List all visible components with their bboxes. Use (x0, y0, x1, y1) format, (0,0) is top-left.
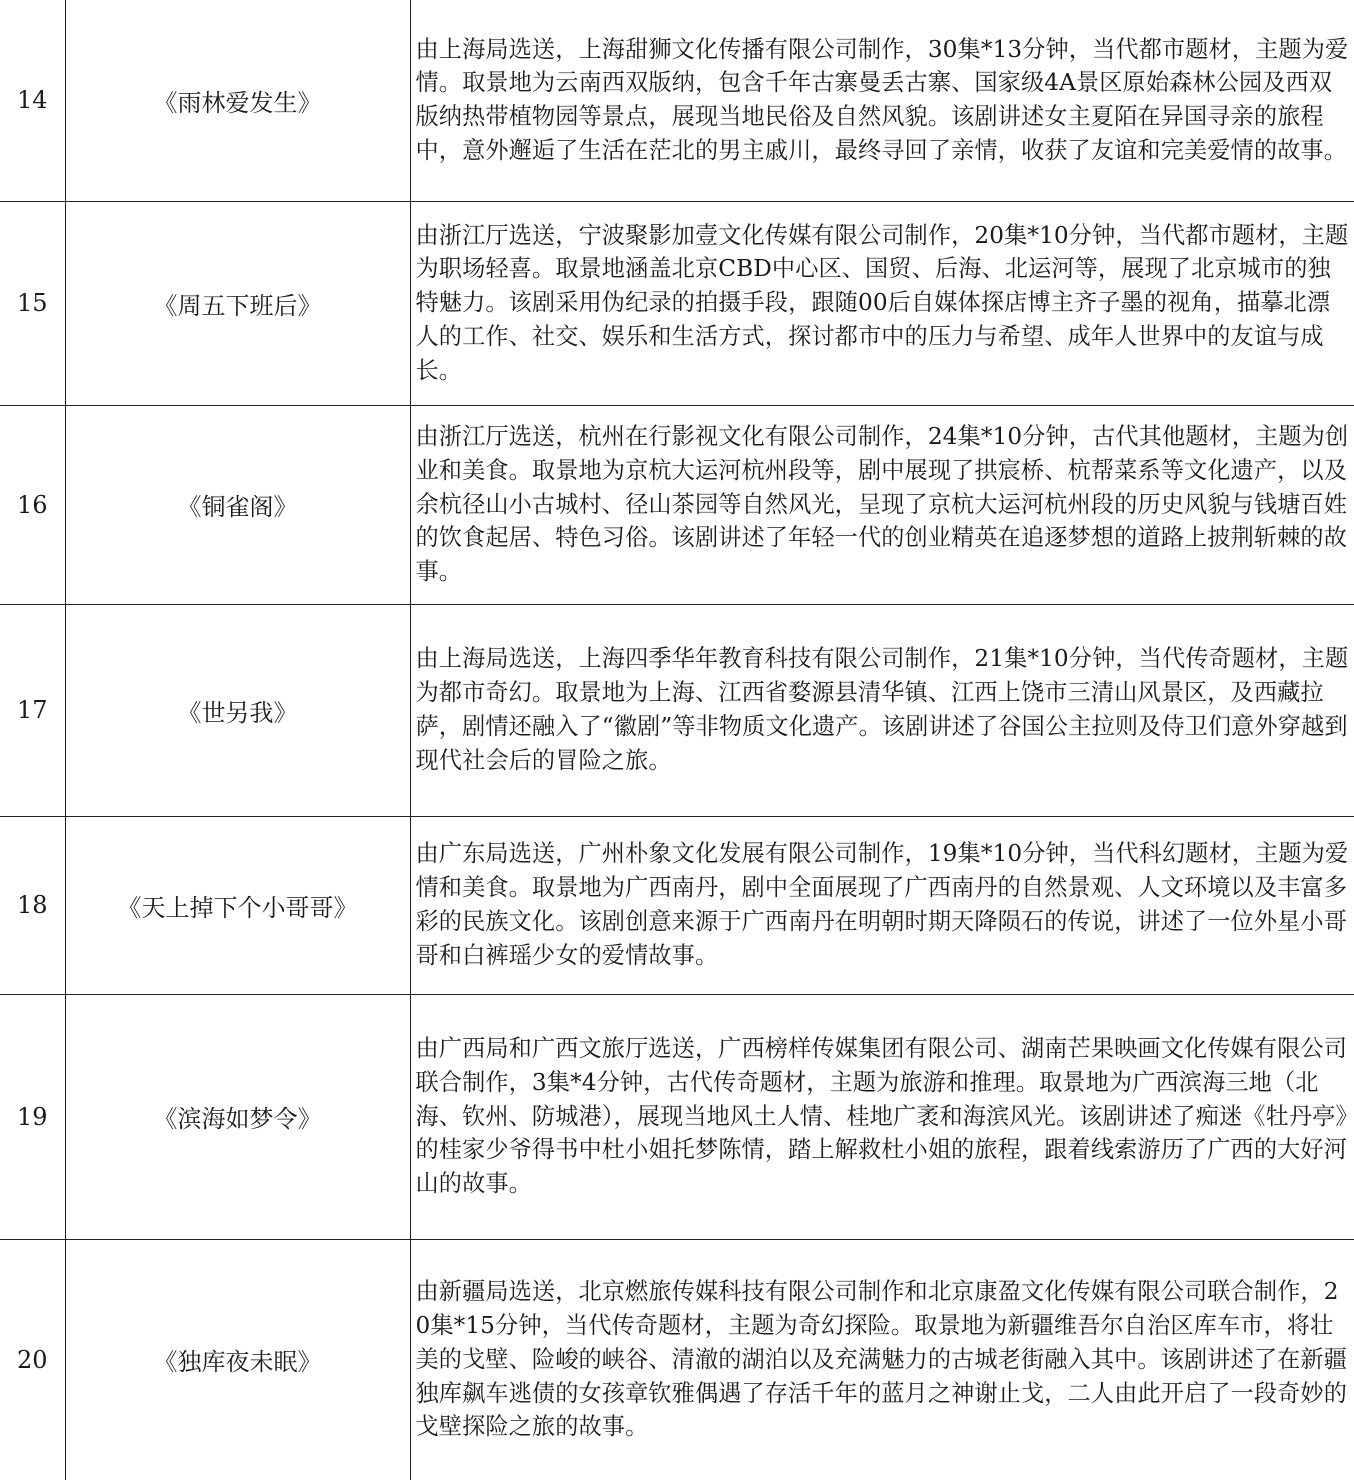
drama-title: 《天上掉下个小哥哥》 (65, 816, 410, 994)
drama-description: 由上海局选送，上海四季华年教育科技有限公司制作，21集*10分钟，当代传奇题材，主题为都市奇幻。取景地为上海、江西省婺源县清华镇、江西上饶市三清山风景区，及西藏拉萨，剧情还融入了“徽剧”等非物质文化遗产。该剧讲述了谷国公主拉则及侍卫们意外穿越到现代社会后的冒险之旅。 (410, 604, 1354, 816)
table-row (0, 1239, 1354, 1480)
table-row (0, 0, 1354, 201)
table-row (0, 816, 1354, 994)
drama-title: 《周五下班后》 (65, 201, 410, 405)
drama-description: 由新疆局选送，北京燃旅传媒科技有限公司制作和北京康盈文化传媒有限公司联合制作，20集*15分钟，当代传奇题材，主题为奇幻探险。取景地为新疆维吾尔自治区库车市，将壮美的戈壁、险峻的峡谷、清澈的湖泊以及充满魅力的古城老街融入其中。该剧讲述了在新疆独库飙车逃债的女孩章钦雅偶遇了存活千年的蓝月之神谢止戈，二人由此开启了一段奇妙的戈壁探险之旅的故事。 (410, 1239, 1354, 1480)
row-number: 16 (0, 405, 65, 604)
table-row (0, 994, 1354, 1239)
table-row (0, 201, 1354, 405)
drama-description: 由浙江厅选送，宁波聚影加壹文化传媒有限公司制作，20集*10分钟，当代都市题材，主题为职场轻喜。取景地涵盖北京CBD中心区、国贸、后海、北运河等，展现了北京城市的独特魅力。该剧采用伪纪录的拍摄手段，跟随00后自媒体探店博主齐子墨的视角，描摹北漂人的工作、社交、娱乐和生活方式，探讨都市中的压力与希望、成年人世界中的友谊与成长。 (410, 201, 1354, 405)
drama-title: 《铜雀阁》 (65, 405, 410, 604)
drama-description: 由浙江厅选送，杭州在行影视文化有限公司制作，24集*10分钟，古代其他题材，主题为创业和美食。取景地为京杭大运河杭州段等，剧中展现了拱宸桥、杭帮菜系等文化遗产，以及余杭径山小古城村、径山茶园等自然风光，呈现了京杭大运河杭州段的历史风貌与钱塘百姓的饮食起居、特色习俗。该剧讲述了年轻一代的创业精英在追逐梦想的道路上披荆斩棘的故事。 (410, 405, 1354, 604)
drama-title: 《雨林爱发生》 (65, 0, 410, 201)
drama-description: 由上海局选送，上海甜狮文化传播有限公司制作，30集*13分钟，当代都市题材，主题为爱情。取景地为云南西双版纳，包含千年古寨曼丢古寨、国家级4A景区原始森林公园及西双版纳热带植物园等景点，展现当地民俗及自然风貌。该剧讲述女主夏陌在异国寻亲的旅程中，意外邂逅了生活在茫北的男主戚川，最终寻回了亲情，收获了友谊和完美爱情的故事。 (410, 0, 1354, 201)
drama-title: 《世另我》 (65, 604, 410, 816)
row-number: 15 (0, 201, 65, 405)
drama-title: 《独库夜未眠》 (65, 1239, 410, 1480)
drama-description: 由广东局选送，广州朴象文化发展有限公司制作，19集*10分钟，当代科幻题材，主题为爱情和美食。取景地为广西南丹，剧中全面展现了广西南丹的自然景观、人文环境以及丰富多彩的民族文化。该剧创意来源于广西南丹在明朝时期天降陨石的传说，讲述了一位外星小哥哥和白裤瑶少女的爱情故事。 (410, 816, 1354, 994)
row-number: 19 (0, 994, 65, 1239)
drama-description: 由广西局和广西文旅厅选送，广西榜样传媒集团有限公司、湖南芒果映画文化传媒有限公司联合制作，3集*4分钟，古代传奇题材，主题为旅游和推理。取景地为广西滨海三地（北海、钦州、防城港），展现当地风土人情、桂地广袤和海滨风光。该剧讲述了痴迷《牡丹亭》的桂家少爷得书中杜小姐托梦陈情，踏上解救杜小姐的旅程，跟着线索游历了广西的大好河山的故事。 (410, 994, 1354, 1239)
table-row (0, 405, 1354, 604)
table-row (0, 604, 1354, 816)
drama-title: 《滨海如梦令》 (65, 994, 410, 1239)
row-number: 20 (0, 1239, 65, 1480)
row-number: 18 (0, 816, 65, 994)
row-number: 17 (0, 604, 65, 816)
row-number: 14 (0, 0, 65, 201)
